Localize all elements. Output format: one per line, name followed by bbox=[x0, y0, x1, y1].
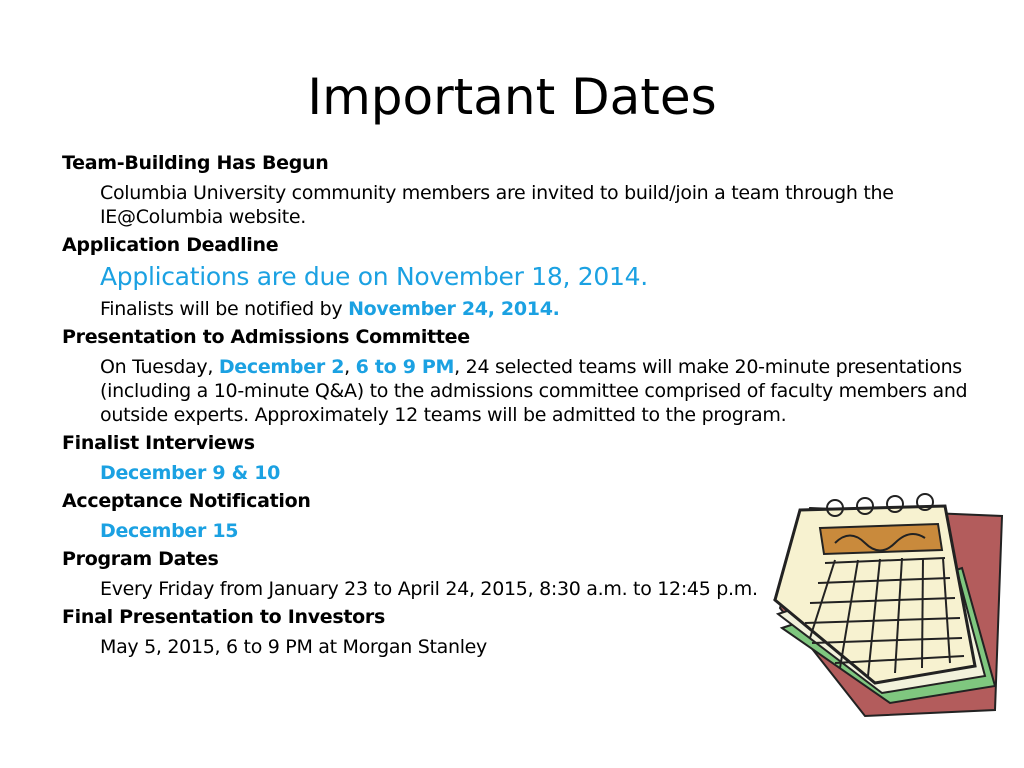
application-due-line: Applications are due on November 18, 2014. bbox=[100, 262, 648, 291]
section-body-team-building: Columbia University community members are invited to build/join a team through the IE@Columbia website. bbox=[100, 182, 894, 228]
section-body-presentation bbox=[62, 355, 972, 427]
calendar-icon bbox=[740, 488, 1010, 728]
section-heading-team-building: Team-Building Has Begun bbox=[62, 152, 329, 174]
notify-prefix: Finalists will be notified by bbox=[100, 298, 349, 320]
presentation-rest: , 24 selected teams will make 20-minute presentations (including a 10-minute Q&A) to the admissions committee comprised of faculty members and outside experts. Approximately 12 teams will be admitted to the program. bbox=[100, 356, 968, 426]
presentation-comma: , bbox=[344, 356, 356, 378]
finalists-notified-line bbox=[62, 297, 972, 321]
slide-title: Important Dates bbox=[307, 68, 717, 126]
section-heading-finalist-interviews: Finalist Interviews bbox=[62, 432, 255, 454]
program-dates-body: Every Friday from January 23 to April 24, 2015, 8:30 a.m. to 12:45 p.m. bbox=[100, 578, 758, 600]
section-heading-final-presentation: Final Presentation to Investors bbox=[62, 606, 386, 628]
acceptance-date: December 15 bbox=[100, 520, 239, 542]
section-heading-program-dates: Program Dates bbox=[62, 548, 219, 570]
final-presentation-body: May 5, 2015, 6 to 9 PM at Morgan Stanley bbox=[100, 636, 488, 658]
finalist-interviews-date: December 9 & 10 bbox=[100, 462, 281, 484]
section-heading-application-deadline: Application Deadline bbox=[62, 234, 279, 256]
section-heading-presentation: Presentation to Admissions Committee bbox=[62, 326, 470, 348]
presentation-prefix: On Tuesday, bbox=[100, 356, 219, 378]
notify-date: November 24, 2014. bbox=[348, 298, 560, 320]
presentation-date: December 2 bbox=[218, 356, 345, 378]
presentation-time: 6 to 9 PM bbox=[355, 356, 455, 378]
section-heading-acceptance: Acceptance Notification bbox=[62, 490, 311, 512]
